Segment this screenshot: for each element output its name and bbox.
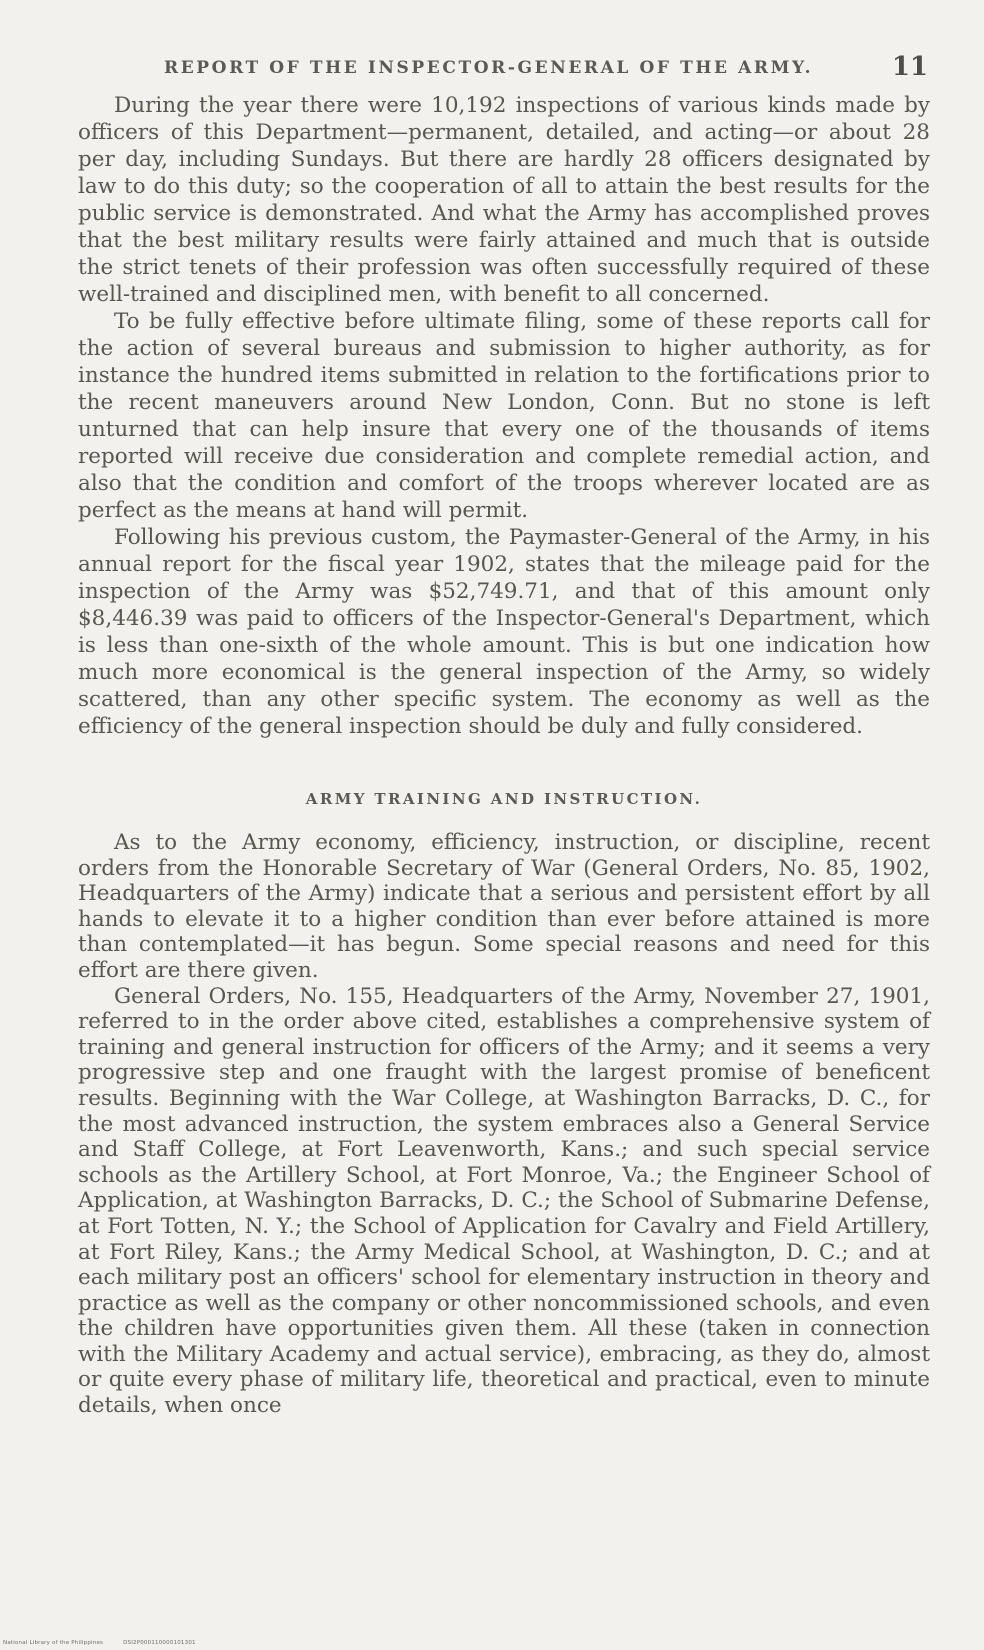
page-number: 11 — [891, 52, 928, 82]
paragraph-inspections: During the year there were 10,192 inspections of various kinds made by officers of this Department—permanent, detailed, and acting—or about 28 per day, including Sundays. But there are hardly 28 officers designated by law to do this duty; so the cooperation of all to attain the best results for the public service is demonstrated. And what the Army has accomplished proves that the best military results were fairly attained and much that is outside the strict tenets of their profession was often successfully required of these well-trained and disciplined men, with benefit to all concerned. — [78, 93, 930, 307]
running-head — [78, 52, 930, 92]
section-heading: ARMY TRAINING AND INSTRUCTION. — [305, 790, 703, 808]
paragraph-reports: To be fully effective before ultimate filing, some of these reports call for the action of several bureaus and submission to higher authority, as for instance the hundred items submitted in relation to the fortifications prior to the recent maneuvers around New London, Conn. But no stone is left unturned that can help insure that every one of the thousands of items reported will receive due consideration and complete remedial action, and also that the condition and comfort of the troops wherever located are as perfect as the means at hand will permit. — [78, 309, 930, 523]
footer-library: National Library of the Philippines — [3, 1640, 104, 1646]
footer-record-id: DSI2P000110000101301 — [123, 1640, 196, 1646]
section-body — [78, 830, 930, 1419]
paragraph-mileage: Following his previous custom, the Paymaster-General of the Army, in his annual report for the fiscal year 1902, states that the mileage paid for the inspection of the Army was $52,749.71, and that of this amount only $8,446.39 was paid to officers of the Inspector-General's Department, which is less than one-sixth of the whole amount. This is but one indication how much more economical is the general inspection of the Army, so widely scattered, than any other specific system. The economy as well as the efficiency of the general inspection should be duly and fully considered. — [78, 525, 930, 739]
body-text — [78, 92, 930, 740]
scan-footer — [3, 1640, 196, 1646]
paragraph-general-orders: General Orders, No. 155, Headquarters of the Army, November 27, 1901, referred to in the order above cited, establishes a comprehensive system of training and general instruction for officers of the Army; and it seems a very progressive step and one fraught with the largest promise of beneficent results. Beginning with the War College, at Washington Barracks, D. C., for the most advanced instruction, the system embraces also a General Service and Staff College, at Fort Leavenworth, Kans.; and such special service schools as the Artillery School, at Fort Monroe, Va.; the Engineer School of Application, at Washington Barracks, D. C.; the School of Submarine Defense, at Fort Totten, N. Y.; the School of Application for Cavalry and Field Artillery, at Fort Riley, Kans.; the Army Medical School, at Washington, D. C.; and at each military post an officers' school for elementary instruction in theory and practice as well as the company or other noncommissioned schools, and even the children have opportunities given them. All these (taken in connection with the Military Academy and actual service), embracing, as they do, almost or quite every phase of military life, theoretical and practical, even to minute details, when once — [78, 983, 930, 1419]
document-page — [78, 52, 930, 1419]
running-title: REPORT OF THE INSPECTOR-GENERAL OF THE ARMY. — [164, 58, 814, 78]
paragraph-army-economy: As to the Army economy, efficiency, instruction, or discipline, recent orders from the Honorable Secretary of War (General Orders, No. 85, 1902, Headquarters of the Army) indicate that a serious and persistent effort by all hands to elevate it to a higher condition than ever before attained is more than contemplated—it has begun. Some special reasons and need for this effort are there given. — [78, 830, 930, 983]
